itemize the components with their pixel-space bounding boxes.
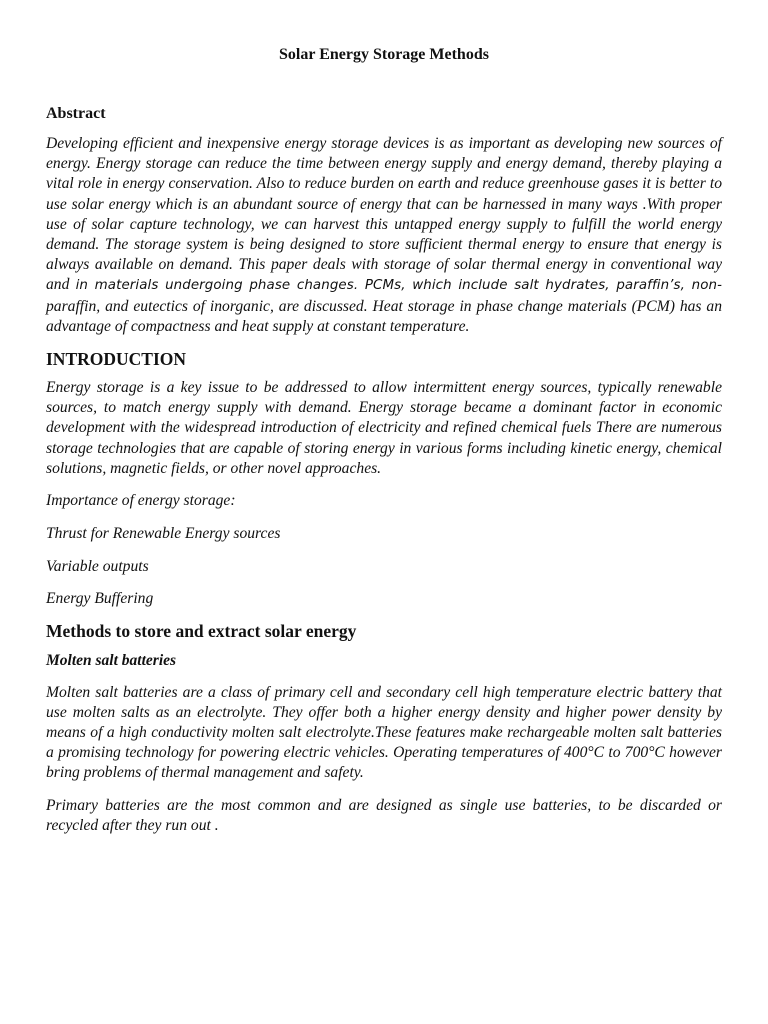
abstract-heading: Abstract [46, 105, 106, 122]
importance-label: Importance of energy storage: [46, 492, 236, 510]
document-title: Solar Energy Storage Methods [279, 46, 489, 63]
abstract-body-part1: Developing efficient and inexpensive energy storage devices is as important as developing new sources of energy. Energy storage can reduce the time between energy supply and energy demand, thereby playing a vital role in energy conservation. Also to reduce burden on earth and reduce greenhouse gases it is better to use solar energy which is an abundant source of energy that can be harnessed in many ways .With proper use of solar capture technology, we can harvest this untapped energy supply to fulfill the world energy demand. The storage system is being designed to store sufficient thermal energy to ensure that energy is always available on demand. This paper deals with storage of solar thermal energy in conventional way and [46, 135, 722, 294]
importance-point: Variable outputs [46, 557, 149, 575]
molten-salt-paragraph-2: Primary batteries are the most common and are designed as single use batteries, to be discarded or recycled after they run out . [46, 796, 722, 834]
molten-salt-paragraph-1: Molten salt batteries are a class of primary cell and secondary cell high temperature electric battery that use molten salts as an electrolyte. They offer both a higher energy density and higher power density by means of a high conductivity molten salt electrolyte.These features make rechargeable molten salt batteries a promising technology for powering electric vehicles. Operating temperatures of 400°C to 700°C however bring problems of thermal management and safety. [46, 683, 722, 782]
importance-point: Thrust for Renewable Energy sources [46, 524, 281, 542]
abstract-body-part2: in materials undergoing phase changes. PCMs, which include salt hydrates, paraffin’s, non- [75, 278, 723, 294]
abstract-body [46, 134, 722, 337]
abstract-body-part3: paraffin, and eutectics of inorganic, are discussed. Heat storage in phase change materials (PCM) has an advantage of compactness and heat supply at constant temperature. [46, 297, 722, 335]
importance-point: Energy Buffering [46, 590, 154, 608]
introduction-heading: INTRODUCTION [46, 349, 187, 370]
methods-heading: Methods to store and extract solar energy [46, 620, 357, 641]
molten-salt-heading: Molten salt batteries [46, 651, 177, 669]
introduction-body: Energy storage is a key issue to be addressed to allow intermittent energy sources, typically renewable sources, to match energy supply with demand. Energy storage became a dominant factor in economic development with the widespread introduction of electricity and refined chemical fuels There are numerous storage technologies that are capable of storing energy in various forms including kinetic energy, chemical solutions, magnetic fields, or other novel approaches. [46, 379, 722, 477]
